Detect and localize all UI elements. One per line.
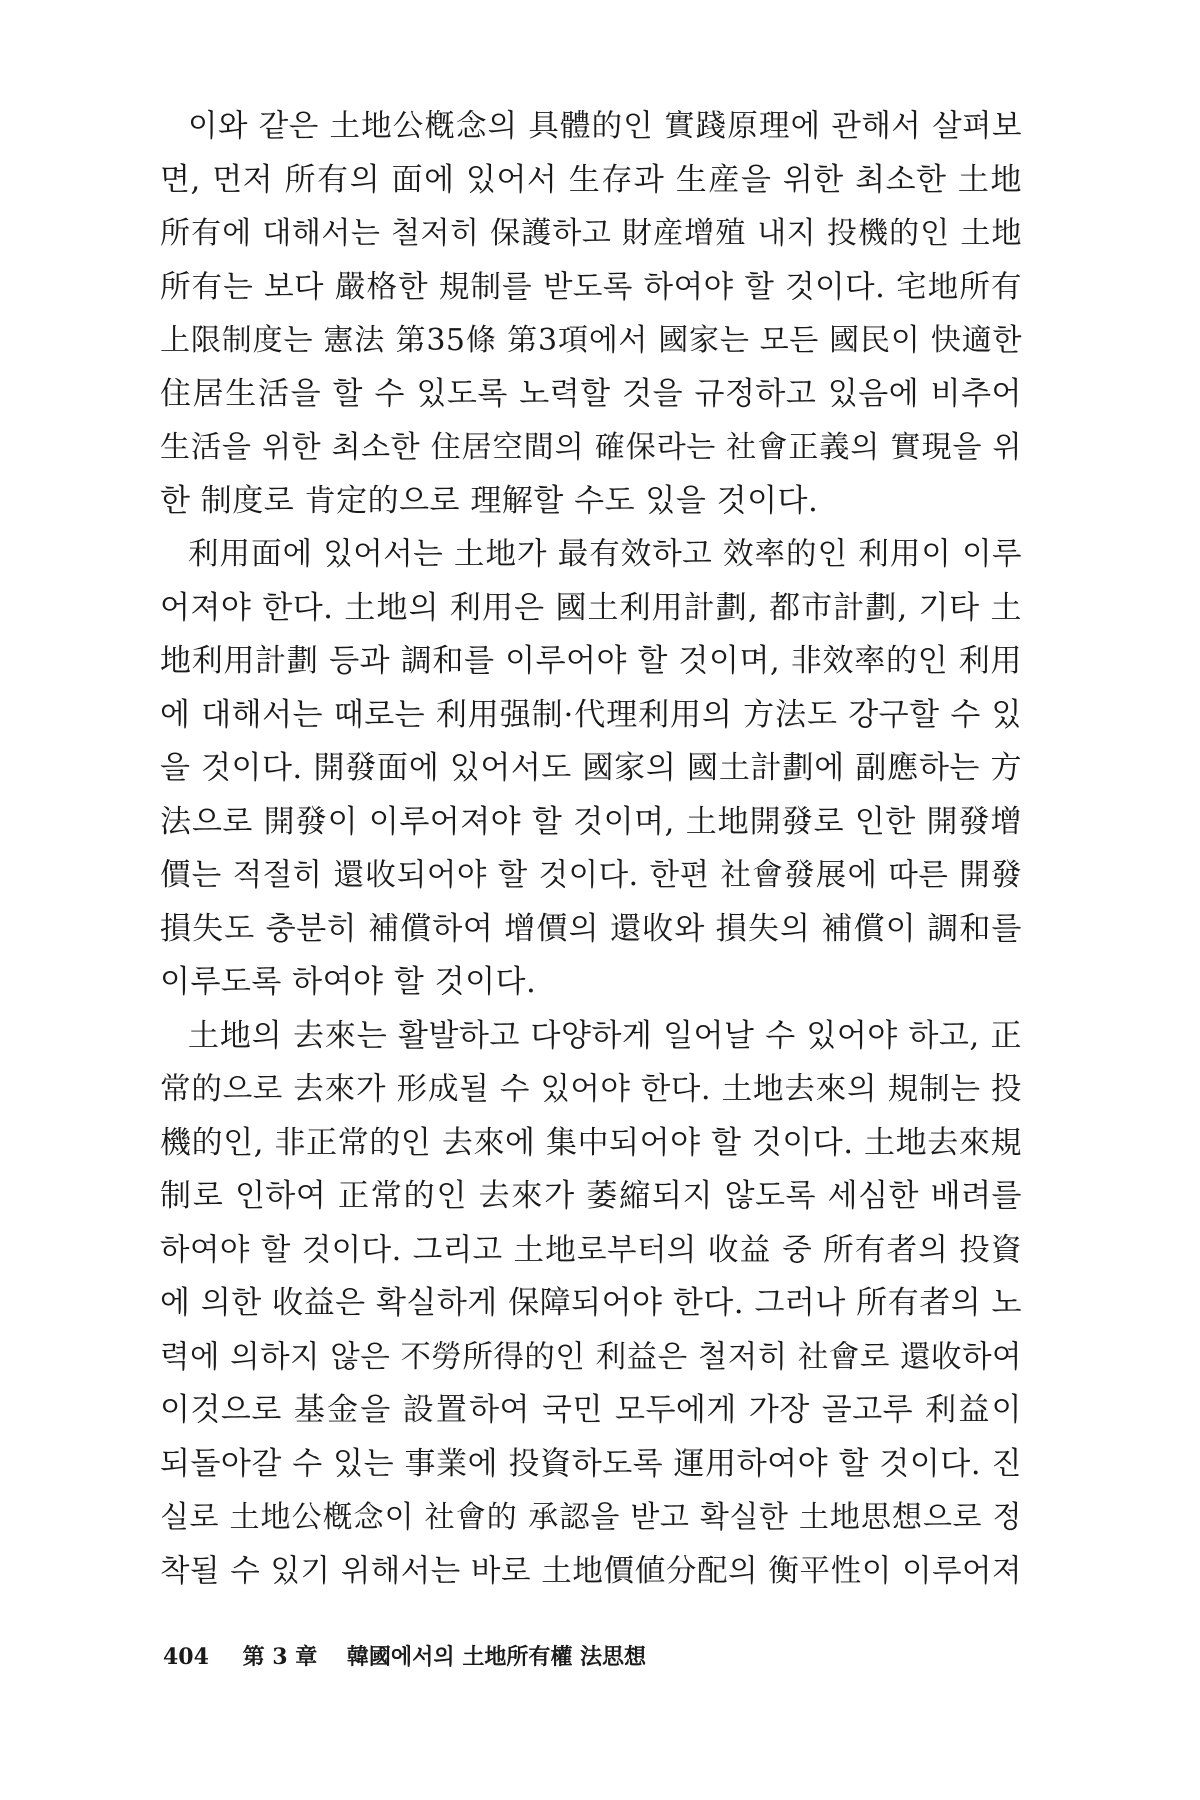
chapter-title: 韓國에서의 土地所有權 法思想	[346, 1644, 646, 1670]
chapter-number: 第 3 章	[242, 1644, 318, 1670]
text-line: 土地의 去來는 활발하고 다양하게 일어날 수 있어야 하고, 正	[188, 1017, 1022, 1054]
text-line: 어져야 한다. 土地의 利用은 國土利用計劃, 都市計劃, 기타 土	[160, 589, 1022, 626]
text-line: 生活을 위한 최소한 住居空間의 確保라는 社會正義의 實現을 위	[160, 430, 1022, 465]
text-line: 하여야 할 것이다. 그리고 土地로부터의 收益 중 所有者의 投資	[160, 1232, 1022, 1268]
page-number: 404	[163, 1644, 209, 1670]
text-line: 되돌아갈 수 있는 事業에 投資하도록 運用하여야 할 것이다. 진	[160, 1445, 1022, 1482]
paragraph-3	[160, 1010, 1022, 1599]
text-line: 常的으로 去來가 形成될 수 있어야 한다. 土地去來의 規制는 投	[160, 1072, 1022, 1107]
text-line: 력에 의하지 않은 不勞所得的인 利益은 철저히 社會로 還收하여	[160, 1339, 1022, 1375]
text-line: 이와 같은 土地公槪念의 具體的인 實踐原理에 관해서 살펴보	[188, 109, 1022, 144]
paragraph-2	[160, 528, 1022, 1010]
text-line: 所有는 보다 嚴格한 規制를 받도록 하여야 할 것이다. 宅地所有	[160, 269, 1022, 305]
text-line: 이루도록 하여야 할 것이다.	[160, 964, 537, 1000]
paragraph-1	[160, 100, 1022, 528]
text-line: 착될 수 있기 위해서는 바로 土地價値分配의 衡平性이 이루어져	[160, 1553, 1022, 1589]
text-line: 法으로 開發이 이루어져야 할 것이며, 土地開發로 인한 開發增	[160, 803, 1022, 840]
body-text	[160, 100, 1022, 1598]
text-line: 地利用計劃 등과 調和를 이루어야 할 것이며, 非效率的인 利用	[160, 643, 1022, 679]
text-line: 價는 적절히 還收되어야 할 것이다. 한편 社會發展에 따른 開發	[160, 858, 1022, 893]
text-line: 에 의한 收益은 확실하게 保障되어야 한다. 그러나 所有者의 노	[160, 1285, 1022, 1321]
text-line: 制로 인하여 正常的인 去來가 萎縮되지 않도록 세심한 배려를	[160, 1178, 1022, 1214]
text-line: 한 制度로 肯定的으로 理解할 수도 있을 것이다.	[160, 482, 819, 519]
text-line: 실로 土地公槪念이 社會的 承認을 받고 확실한 土地思想으로 정	[160, 1500, 1022, 1535]
text-line: 損失도 충분히 補償하여 增價의 還收와 損失의 補償이 調和를	[160, 910, 1022, 947]
text-line: 에 대해서는 때로는 利用强制·代理利用의 方法도 강구할 수 있	[160, 696, 1022, 733]
text-line: 所有에 대해서는 철저히 保護하고 財産增殖 내지 投機的인 土地	[160, 216, 1022, 251]
text-line: 上限制度는 憲法 第35條 第3項에서 國家는 모든 國民이 快適한	[160, 323, 1022, 358]
running-footer	[163, 1640, 646, 1671]
text-line: 利用面에 있어서는 土地가 最有效하고 效率的인 利用이 이루	[188, 537, 1022, 572]
text-line: 住居生活을 할 수 있도록 노력할 것을 규정하고 있음에 비추어	[160, 375, 1022, 412]
text-line: 을 것이다. 開發面에 있어서도 國家의 國土計劃에 副應하는 方	[160, 750, 1022, 786]
text-line: 면, 먼저 所有의 面에 있어서 生存과 生産을 위한 최소한 土地	[160, 161, 1022, 198]
text-line: 이것으로 基金을 設置하여 국민 모두에게 가장 골고루 利益이	[160, 1392, 1022, 1428]
text-line: 機的인, 非正常的인 去來에 集中되어야 할 것이다. 土地去來規	[160, 1124, 1022, 1161]
